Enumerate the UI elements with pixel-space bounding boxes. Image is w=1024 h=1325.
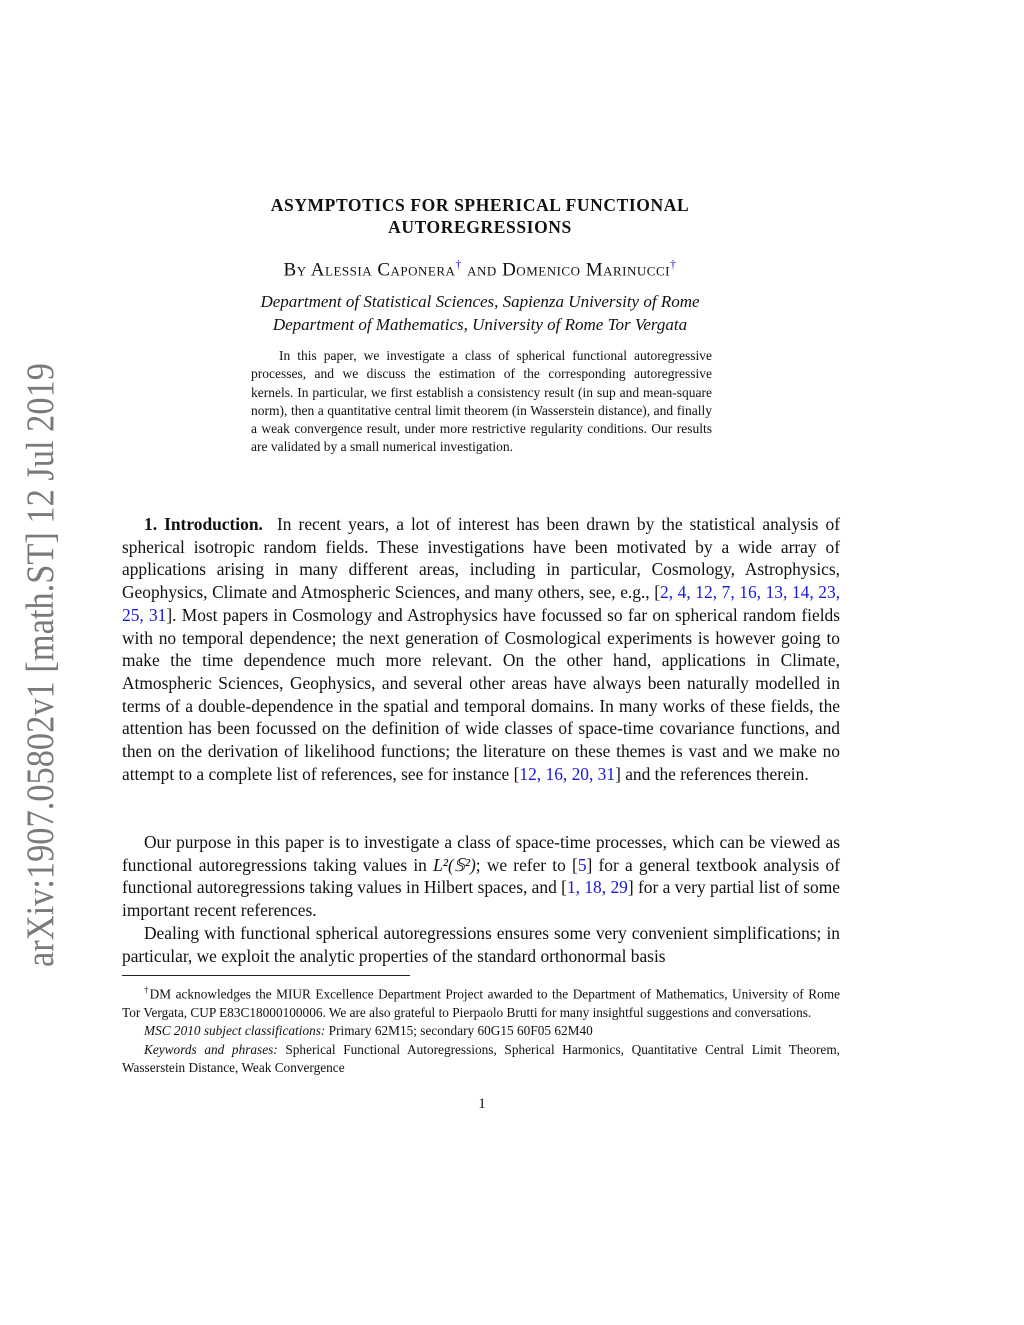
intro-p2-text-a: Our purpose in this paper is to investigate a class of space-time processes, which can be viewed as functional autoregressions taking values in xyxy=(122,832,840,875)
footnote-msc xyxy=(122,1022,840,1040)
intro-paragraph-3: Dealing with functional spherical autoregressions ensures some very convenient simplifications; in particular, we exploit the analytic properties of the standard orthonormal basis xyxy=(122,923,840,966)
intro-p2-text-d: ] for a very partial list of some important recent references. xyxy=(122,877,840,921)
section-heading-introduction: 1. Introduction. xyxy=(144,514,263,534)
author-2-dagger-link[interactable]: † xyxy=(669,257,677,271)
arxiv-sidebar-stamp xyxy=(6,355,66,975)
footnote-acknowledgement xyxy=(122,981,840,1022)
author-2: Domenico Marinucci xyxy=(502,259,670,281)
footnote-keywords xyxy=(122,1041,840,1078)
footnote-dagger: † xyxy=(144,985,150,995)
citation-links-2[interactable]: 12, 16, 20, 31 xyxy=(519,763,616,784)
paper-title xyxy=(160,194,800,238)
msc-label: MSC 2010 subject classifications: xyxy=(144,1023,326,1039)
citation-links-3[interactable]: 1, 18, 29 xyxy=(566,877,628,898)
math-l2-space: L²(𝕊²) xyxy=(433,854,476,875)
page-number: 1 xyxy=(478,1096,486,1112)
arxiv-identifier: arXiv:1907.05802v1 [math.ST] 12 Jul 2019 xyxy=(19,355,62,967)
intro-paragraph-1 xyxy=(122,513,840,785)
intro-p1-text-b: ]. Most papers in Cosmology and Astrophysics have focussed so far on spherical random fields with no temporal dependence; the next generation of Cosmological experiments is however going to make the time dependence much more relevant. On the other hand, applications in Climate, Atmospheric Sciences, Geophysics, and several other areas have always been naturally modelled in terms of a double-dependence in the spatial and temporal domains. In many works of these fields, the attention has been focussed on the definition of wide classes of space-time covariance functions, and then on the derivation of likelihood functions; the literature on these themes is vast and we make no attempt to a complete list of references, see for instance [ xyxy=(122,604,840,784)
intro-p2-text-c: ] for a general textbook analysis of functional autoregressions taking values in Hilbert spaces, and [ xyxy=(122,854,840,898)
intro-p1-text-a: In recent years, a lot of interest has been drawn by the statistical analysis of spherical isotropic random fields. These investigations have been motivated by a wide array of applications arising in many different areas, including in particular, Cosmology, Astrophysics, Geophysics, Climate and Atmospheric Sciences, and many others, see, e.g., [ xyxy=(122,514,840,603)
acknowledgement-text: DM acknowledges the MIUR Excellence Department Project awarded to the Department of Mathematics, University of Rome Tor Vergata, CUP E83C18000100006. We are also grateful to Pierpaolo Brutti for many insightful suggestions and conversations. xyxy=(122,986,840,1020)
intro-p1-text-c: ] and the references therein. xyxy=(615,763,809,784)
affiliation-2: Department of Mathematics, University of Rome Tor Vergata xyxy=(272,315,688,334)
citation-link-5[interactable]: 5 xyxy=(577,854,587,875)
author-1-dagger-link[interactable]: † xyxy=(455,257,462,271)
keywords-label: Keywords and phrases: xyxy=(144,1041,278,1057)
citation-links-1[interactable]: 2, 4, 12, 7, 16, 13, 14, 23, 25, 31 xyxy=(122,582,840,625)
keywords-value: Spherical Functional Autoregressions, Spherical Harmonics, Quantitative Central Limit Theorem, Wasserstein Distance, Weak Convergence xyxy=(122,1041,841,1076)
by-word: By xyxy=(283,259,307,281)
affiliation-1: Department of Statistical Sciences, Sapienza University of Rome xyxy=(260,292,700,311)
footnotes xyxy=(122,981,840,1077)
author-line xyxy=(160,257,800,281)
title-line-1: ASYMPTOTICS FOR SPHERICAL FUNCTIONAL xyxy=(270,195,690,215)
intro-p2-text-b: ; we refer to [ xyxy=(475,854,578,875)
footnote-divider xyxy=(122,975,410,976)
and-word: and xyxy=(467,259,497,281)
author-1: Alessia Caponera xyxy=(310,259,456,281)
abstract: In this paper, we investigate a class of spherical functional autoregressive processes, and we discuss the estimation of the corresponding autoregressive kernels. In particular, we first establish a consistency result (in sup and mean-square norm), then a quantitative central limit theorem (in Wasserstein distance), and finally a weak convergence result, under more restrictive regularity conditions. Our results are validated by a small numerical investigation. xyxy=(251,348,712,455)
intro-paragraph-2 xyxy=(122,831,840,922)
msc-value: Primary 62M15; secondary 60G15 60F05 62M40 xyxy=(328,1023,593,1039)
title-line-2: AUTOREGRESSIONS xyxy=(388,217,572,237)
